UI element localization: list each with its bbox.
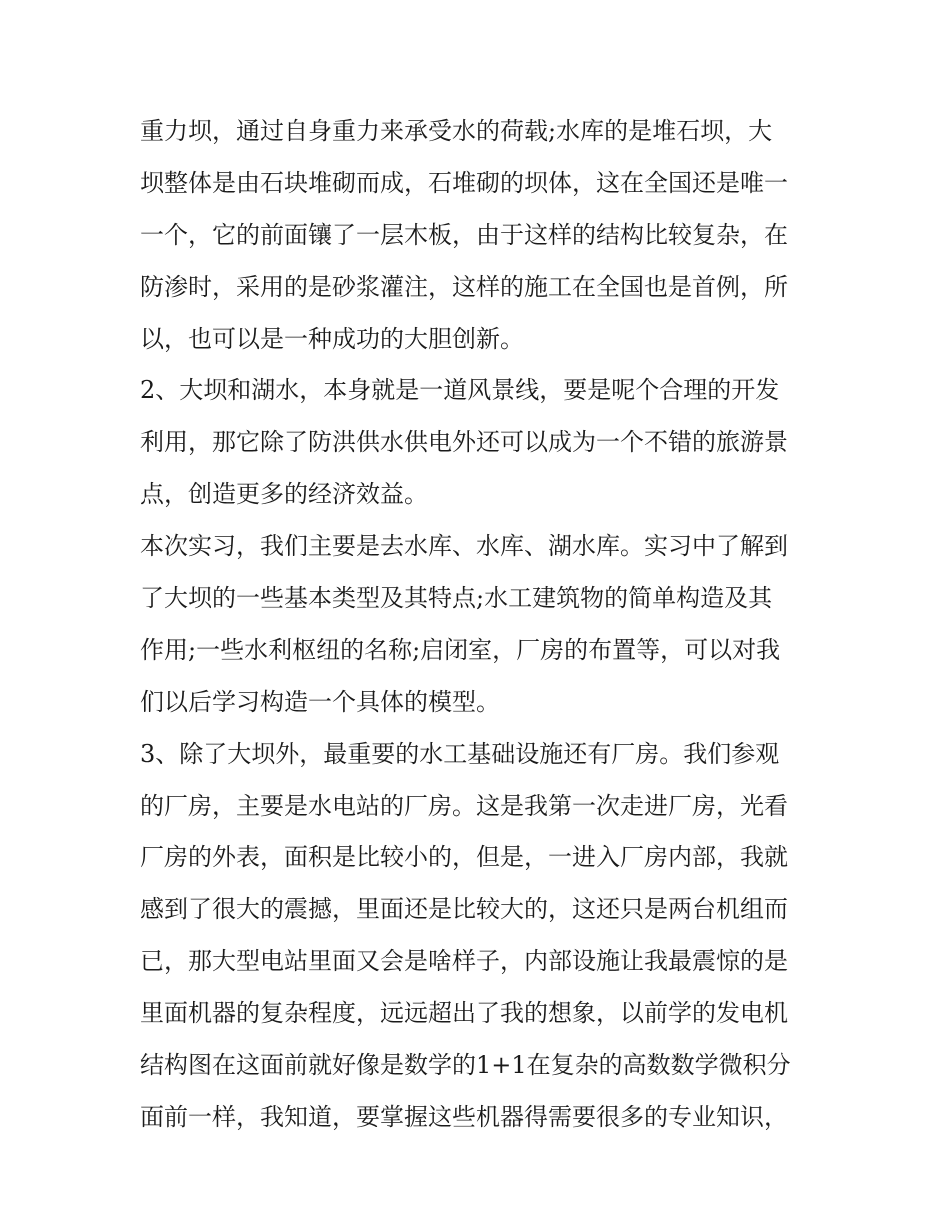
text-line: 防渗时，采用的是砂浆灌注，这样的施工在全国也是首例，所 [140, 272, 788, 301]
text-line: 本次实习，我们主要是去水库、水库、湖水库。实习中了解到 [140, 532, 788, 561]
text-line: 已，那大型电站里面又会是啥样子，内部设施让我最震惊的是 [140, 947, 788, 976]
text-line: 作用;一些水利枢纽的名称;启闭室，厂房的布置等，可以对我 [140, 635, 781, 664]
text-line: 2、大坝和湖水，本身就是一道风景线，要是呢个合理的开发 [140, 376, 780, 405]
text-line: 坝整体是由石块堆砌而成，石堆砌的坝体，这在全国还是唯一 [140, 168, 788, 197]
text-line: 面前一样，我知道，要掌握这些机器得需要很多的专业知识， [140, 1102, 788, 1131]
text-line: 以，也可以是一种成功的大胆创新。 [140, 324, 524, 353]
text-line: 的厂房，主要是水电站的厂房。这是我第一次走进厂房，光看 [140, 791, 788, 820]
text-line: 点，创造更多的经济效益。 [140, 480, 428, 509]
text-line: 了大坝的一些基本类型及其特点;水工建筑物的简单构造及其 [140, 584, 773, 613]
text-line: 感到了很大的震撼，里面还是比较大的，这还只是两台机组而 [140, 895, 788, 924]
text-line: 厂房的外表，面积是比较小的，但是，一进入厂房内部，我就 [140, 843, 788, 872]
text-line: 3、除了大坝外，最重要的水工基础设施还有厂房。我们参观 [140, 739, 780, 768]
text-line: 结构图在这面前就好像是数学的1+1在复杂的高数数学微积分 [140, 1051, 791, 1080]
text-line: 里面机器的复杂程度，远远超出了我的想象，以前学的发电机 [140, 999, 788, 1028]
text-line: 一个，它的前面镶了一层木板，由于这样的结构比较复杂，在 [140, 220, 788, 249]
document-body [140, 106, 820, 1144]
text-line: 重力坝，通过自身重力来承受水的荷载;水库的是堆石坝，大 [140, 117, 773, 145]
text-line: 利用，那它除了防洪供水供电外还可以成为一个不错的旅游景 [140, 428, 788, 457]
text-line: 们以后学习构造一个具体的模型。 [140, 687, 500, 716]
